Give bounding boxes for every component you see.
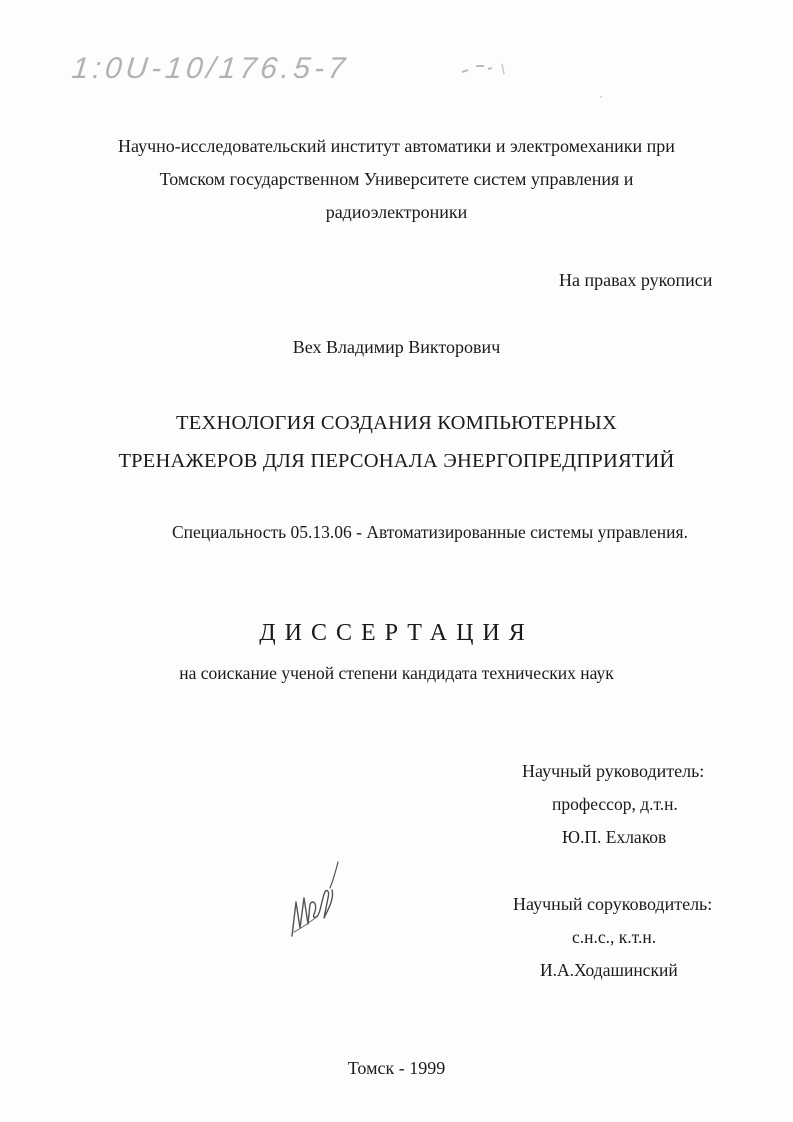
institute-line-3: радиоэлектроники — [325, 202, 468, 222]
doc-type-heading: ДИССЕРТАЦИЯ — [259, 620, 534, 646]
author-name: Вех Владимир Викторович — [292, 337, 501, 357]
co-supervisor-rank: с.н.с., к.т.н. — [572, 927, 657, 947]
institute-line-1: Научно-исследовательский институт автоматики и электромеханики при — [118, 136, 675, 156]
handwritten-signature — [284, 858, 344, 946]
co-supervisor-name: И.А.Ходашинский — [540, 960, 678, 980]
archive-stamp: 1:0U-10/176.5-7 — [70, 52, 351, 85]
manuscript-note: На правах рукописи — [559, 270, 713, 290]
institute-line-2: Томском государственном Университете систем управления и — [159, 169, 634, 189]
co-supervisor-label: Научный соруководитель: — [513, 894, 713, 914]
supervisor-label: Научный руководитель: — [522, 761, 705, 781]
city-year: Томск - 1999 — [347, 1058, 446, 1078]
supervisor-name: Ю.П. Ехлаков — [562, 827, 667, 847]
title-line-2: ТРЕНАЖЕРОВ ДЛЯ ПЕРСОНАЛА ЭНЕРГОПРЕДПРИЯТИЙ — [118, 450, 675, 472]
title-line-1: ТЕХНОЛОГИЯ СОЗДАНИЯ КОМПЬЮТЕРНЫХ — [176, 412, 617, 434]
degree-line: на соискание ученой степени кандидата технических наук — [179, 663, 614, 683]
supervisor-rank: профессор, д.т.н. — [552, 794, 678, 814]
stamp-marks — [458, 60, 510, 78]
speck — [600, 96, 602, 98]
specialty: Специальность 05.13.06 - Автоматизированные системы управления. — [172, 522, 688, 542]
